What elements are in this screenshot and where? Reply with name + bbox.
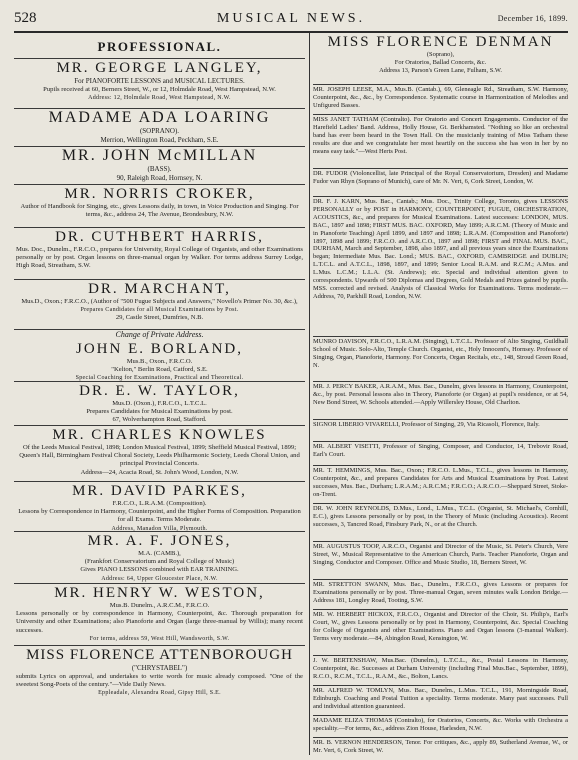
ad-line: Eppleadale, Alexandra Road, Gipsy Hill, S.E. — [98, 690, 221, 697]
ad-text: DR. FUDOR (Violoncellist, late Principal of the Royal Conservatorium, Dresden) and Madame Fudor van Rhyn (Soprano of Munich), care of Mr. N. Vert, 6, Cork Street, London, W. — [313, 170, 568, 185]
ad-t-hemmings — [313, 466, 568, 504]
ad-john-borland — [14, 330, 305, 382]
ad-fj-karn — [313, 197, 568, 337]
ad-line: Mus.D. (Oxon.), F.R.C.O., L.T.C.L. — [112, 400, 207, 407]
ad-albert-visetti — [313, 442, 568, 466]
ad-line: Queen's Hall, Birmingham Festival Choral Society, Leeds Philharmonic Society, Leeds Choral Union, and principal Provincial Concerts. — [19, 452, 300, 468]
ad-alfred-tomlyn — [313, 686, 568, 716]
column-divider — [309, 33, 310, 755]
ad-line: Address, Manadon Villa, Plymouth. — [111, 525, 208, 532]
ad-text: MR. W. HERBERT HICKOX, F.R.C.O., Organist and Director of the Choir, St. Philip's, Earl's Court, W., gives Lessons personally or by post in Harmony, Counterpoint, &c. Special Coaching for College of Organists and other Examinations. Piano and Organ lessons (3-manual Walker). Terms very moderate.—84, Abingdon Road, Kensington, W. — [313, 611, 568, 642]
ad-line: For terms, address 59, West Hill, Wandsworth, S.W. — [89, 635, 230, 642]
ad-line: "Kelton," Berlin Road, Catford, S.E. — [111, 366, 208, 374]
ad-text: MR. ALFRED W. TOMLYN, Mus. Bac., Dunelm., L.Mus. T.C.L., 191, Morningside Road, Edinburgh. Coaching and Postal Tuition a speciality. Terms moderate. Many past successes. Full and individual attention guaranteed. — [313, 687, 568, 710]
ad-name: MADAME ADA LOARING — [48, 109, 271, 126]
ad-name: DR. CUTHBERT HARRIS, — [55, 229, 264, 245]
ad-line: M.A. (CAMB.), — [138, 550, 181, 557]
ad-notice: Change of Private Address. — [115, 330, 204, 339]
ad-text: MISS JANET TATHAM (Contralto). For Oratorio and Concert Engagements. Conductor of the Harefield Ladies' Band. Address, Holly House, Gt. Berkhamsted. "Nothing so like an orchestral band has ever been heard in the Town Hall. On the musicianly training of Miss Tatham these results are due and we congratulate her most heartily on the success she has won in her by no means easy task."—West Herts Post. — [313, 116, 568, 155]
ad-line: Author of Handbook for Singing, etc., gives Lessons daily, in town, in Voice Production and Singing. For terms, &c., address 24, The Avenue, Brondesbury, N.W. — [20, 203, 299, 219]
ad-name: MR. A. F. JONES, — [87, 533, 232, 549]
ad-ada-loaring — [14, 109, 305, 147]
ad-text: MR. ALBERT VISETTI, Professor of Singing, Composer, and Conductor, 14, Trebovir Road, Earl's Court. — [313, 443, 568, 458]
ad-line: Mus.D., Oxon.; F.R.C.O., (Author of "500 Fugue Subjects and Answers," Novello's Primer No. 30, &c.), — [21, 298, 298, 305]
ad-text: MR. STRETTON SWANN, Mus. Bac., Dunelm., F.R.C.O., gives Lessons or prepares for Examinations personally or by post. Three-manual Organ, seven minutes walk London Bridge.—Address 181, Longley Road, Tooting, S.W. — [313, 581, 568, 604]
ad-line: (SOPRANO). — [139, 127, 180, 135]
ad-john-mcmillan — [14, 147, 305, 185]
ad-name: MR. JOHN McMILLAN — [61, 147, 258, 164]
ad-text: DR. W. JOHN REYNOLDS, D.Mus., Lond., L.Mus., T.C.L. (Organist, St. Michael's, Cornhill, E.C.), gives Lessons personally or by post, in the Theory of Music (including Acoustics). Recent successes, 3, Tancred Road, Finsbury Park, N., or at the Church. — [313, 505, 568, 528]
ad-liberio-vivarelli — [313, 420, 568, 442]
ad-eliza-thomas — [313, 716, 568, 738]
ad-name: MISS FLORENCE DENMAN — [327, 34, 554, 50]
ad-text: MADAME ELIZA THOMAS (Contralto), for Oratorios, Concerts, &c. Works with Orchestra a speciality.—For terms, &c., address Zion House, Harlesden, N.W. — [313, 717, 568, 732]
ad-ew-taylor — [14, 382, 305, 426]
page-header — [14, 8, 568, 28]
ad-text: MR. AUGUSTUS TOOP, A.R.C.O., Organist and Director of the Music, St. Peter's Church, Vere Street, W., Musical Representative to the American Church, Paris. Teacher Pianoforte, Organ and Singing, Conductor and Composer. Office and Music Studio, 18, Berners Street, W. — [313, 543, 568, 566]
ad-line: Address: 12, Holmdale Road, West Hampstead, N.W. — [88, 95, 231, 102]
ad-text: MUNRO DAVISON, F.R.C.O., L.R.A.M. (Singing), L.T.C.L. Professor of Alto Singing, Guildhall School of Music. Solo-Alto, Temple Church. Organist, etc., Holy Innocent's, Hornsey. Professor of Singing, Organ, Pianoforte, Harmony. For Concerts, Organ Recitals, etc., 148, Stroud Green Road, N. — [313, 338, 568, 369]
ad-george-langley — [14, 59, 305, 109]
ad-text: SIGNOR LIBERIO VIVARELLI, Professor of Singing, 29, Via Ricasoli, Florence, Italy. — [313, 421, 540, 428]
publication-title: MUSICAL NEWS. — [216, 11, 366, 26]
ad-line: submits Lyrics on approval, and undertakes to write words for music already composed. "One of the sweetest Song-Poets of the century."—Vide Daily News. — [16, 673, 303, 689]
ad-text: DR. F. J. KARN, Mus. Bac., Cantab.; Mus. Doc., Trinity College, Toronto, gives LESSONS PERSONALLY or by POST in HARMONY, COUNTERPOINT, FUGUE, ORCHESTRATION, ACOUSTICS, &c., and prepares for Musical Examinations. Latest successes: LONDON, MUS. BAC., 1897 and 1898; FIRST MUS. BAC. OXFORD, May 1899; A.R.C.M. (Theory of Music and in Pianoforte Teaching) April 1899, and 1897 and 1898; L.R.A.M. (Composition and Pianoforte) 1897, 1898 and 1899; F.R.C.O. and A.R.C.O., 1897 and 1898; FIRST and FINAL MUS. BAC., DURHAM, March and September, 1898, also 1897, and all previous years since the Examinations began; Intermediate Mus. Bac. Lond.; MUS. BAC., OXFORD, CAMBRIDGE and DUBLIN; L.T.C.L. and A.T.C.L., 1898, 1897, and 1899; Senior Local R.A.M. and R.C.M.; A.Mus. and L.Mus. L.C.M.; L.L.A. (St. Andrews); etc. Special and individual attention given to correspondents. Upwards of 500 Diplomas and Degrees, Gold Medals and Prizes gained by pupils. MSS. corrected and revised. Analysis of Classical Works for Examinations. Terms moderate.—Address, 70, Parkhill Road, London, N.W. — [313, 198, 568, 300]
ad-line: (Frankfort Conservatorium and Royal College of Music) — [84, 558, 235, 566]
left-column — [14, 33, 305, 704]
ad-henry-weston — [14, 584, 305, 646]
ad-name: MISS FLORENCE ATTENBOROUGH — [26, 647, 293, 663]
ad-name: DR. MARCHANT, — [88, 281, 231, 297]
ad-norris-croker — [14, 185, 305, 228]
ad-line: Merrion, Wellington Road, Peckham, S.E. — [100, 136, 219, 144]
ad-name: JOHN E. BORLAND, — [76, 341, 243, 357]
ad-line: Mus.B. Dunelm., A.R.C.M., F.R.C.O. — [109, 602, 210, 609]
ad-line: (BASS). — [147, 165, 172, 173]
right-column — [313, 33, 568, 758]
ad-line: Address—24, Acacia Road, St. John's Wood, London, N.W. — [80, 468, 239, 476]
ad-line: Lessons by Correspondence in Harmony, Counterpoint, and the Higher Forms of Composition. Preparation for all Exams. Terms Moderate. — [18, 508, 301, 524]
ad-line: 90, Raleigh Road, Hornsey, N. — [116, 174, 203, 182]
section-heading: PROFESSIONAL. — [14, 33, 305, 59]
ad-fudor — [313, 169, 568, 197]
ad-stretton-swann — [313, 580, 568, 610]
ad-af-jones — [14, 532, 305, 584]
ad-text: J. W. BERTENSHAW, Mus.Bac. (Dunelm.), L.T.C.L., &c., Postal Lessons in Harmony, Counterpoint, &c. Successes at Durham University (including Final Mus.Bac., September, 1899), R.C.O., R.C.M., T.C.L., R.A.M., &c., Bolton, Lancs. — [313, 657, 568, 680]
ad-line: 29, Castle Street, Dumfries, N.B. — [115, 314, 204, 322]
ad-line: (Soprano), — [426, 51, 455, 58]
ad-line: ("CHRYSTABEL") — [131, 664, 188, 672]
ad-charles-knowles — [14, 426, 305, 482]
ad-augustus-toop — [313, 542, 568, 580]
ad-name: MR. CHARLES KNOWLES — [52, 427, 267, 443]
ad-name: MR. NORRIS CROKER, — [64, 186, 255, 202]
ad-line: For Oratorios, Ballad Concerts, &c. — [394, 58, 487, 66]
ad-line: Prepares Candidates for Musical Examinations by post. — [86, 408, 233, 416]
ad-herbert-hickox — [313, 610, 568, 656]
ad-munro-davison — [313, 337, 568, 382]
ad-name: DR. E. W. TAYLOR, — [79, 383, 240, 399]
ad-line: 67, Wolverhampton Road, Stafford. — [112, 416, 207, 424]
ad-line: Address 13, Parson's Green Lane, Fulham, S.W. — [379, 66, 502, 74]
ad-line: Gives PIANO LESSONS combined with EAR TRAINING. — [80, 566, 239, 574]
ad-joseph-leese — [313, 85, 568, 115]
ad-david-parkes — [14, 482, 305, 532]
ad-bertenshaw — [313, 656, 568, 686]
ad-florence-attenborough — [14, 646, 305, 704]
ad-line: Pupils received at 60, Berners Street, W., or 12, Holmdale Road, West Hampstead, N.W. — [43, 86, 276, 93]
ad-percy-baker — [313, 382, 568, 420]
ad-line: Of the Leeds Musical Festival, 1898; London Musical Festival, 1899; Sheffield Musical Festival, 1899; — [22, 444, 297, 451]
page-number: 528 — [14, 10, 37, 26]
ad-text: MR. B. VERNON HENDERSON, Tenor. For critiques, &c., apply 89, Sutherland Avenue, W., or Mr. Vert, 6, Cork Street, W. — [313, 739, 568, 754]
ad-line: Prepares Candidates for all Musical Examinations by Post. — [80, 307, 239, 314]
ad-marchant — [14, 280, 305, 330]
ad-name: MR. HENRY W. WESTON, — [54, 585, 265, 601]
ad-name: MR. GEORGE LANGLEY, — [56, 60, 263, 76]
ad-text: MR. JOSEPH LEESE, M.A., Mus.B. (Cantab.), 69, Gleneagle Rd., Streatham, S.W. Harmony, Counterpoint, &c., &c., by Correspondence. Systematic course in Harmonization of Melodies and Unfigured Basses. — [313, 86, 568, 109]
issue-date: December 16, 1899. — [497, 14, 568, 23]
ad-janet-tatham — [313, 115, 568, 169]
ad-text: MR. J. PERCY BAKER, A.R.A.M., Mus. Bac., Dunelm, gives lessons in Harmony, Counterpoint, &c., by post. Personal lessons also in Theory, Pianoforte (or Organ) at pupil's residence, or at 54, New Bond Street, W. Schools attended.—Apply Willersley House, Old Charlton. — [313, 383, 568, 406]
ad-line: For PIANOFORTE LESSONS and MUSICAL LECTURES. — [74, 77, 245, 85]
ad-text: MR. T. HEMMINGS, Mus. Bac., Oxon.; F.R.C.O. L.Mus., T.C.L., gives lessons in Harmony, Counterpoint, &c., and prepares Candidates for Arts and Musical Examinations by Post. Latest successes, Mus. Bac., Durham; L.R.A.M.; A.R.C.M.; F.R.C.O.; A.R.C.O.—Sheppard Street, Stoke-on-Trent. — [313, 467, 568, 498]
ad-line: Mus. Doc., Dunelm., F.R.C.O., prepares for University, Royal College of Organists, and other Examinations personally or by post. Organ lessons on three-manual organ by Walker. For terms address Surrey Lodge, High Road, Streatham, S.W. — [16, 246, 303, 270]
ad-line: Special Coaching for Examinations, Practical and Theoretical. — [75, 375, 244, 382]
ad-florence-denman — [313, 33, 568, 85]
ad-line: Address: 64, Upper Gloucester Place, N.W. — [101, 575, 218, 582]
ad-vernon-henderson — [313, 738, 568, 758]
ad-line: Mus.B., Oxon., F.R.C.O. — [126, 358, 193, 365]
ad-line: F.R.C.O., L.R.A.M. (Composition). — [112, 500, 207, 507]
ad-line: Lessons personally or by correspondence in Harmony, Counterpoint, &c. Thorough preparation for University and other Examinations; also Pianoforte and Organ (large three-manual by Willis); many recent successes. — [16, 610, 303, 634]
ad-name: MR. DAVID PARKES, — [72, 483, 247, 499]
ad-cuthbert-harris — [14, 228, 305, 280]
ad-john-reynolds — [313, 504, 568, 542]
